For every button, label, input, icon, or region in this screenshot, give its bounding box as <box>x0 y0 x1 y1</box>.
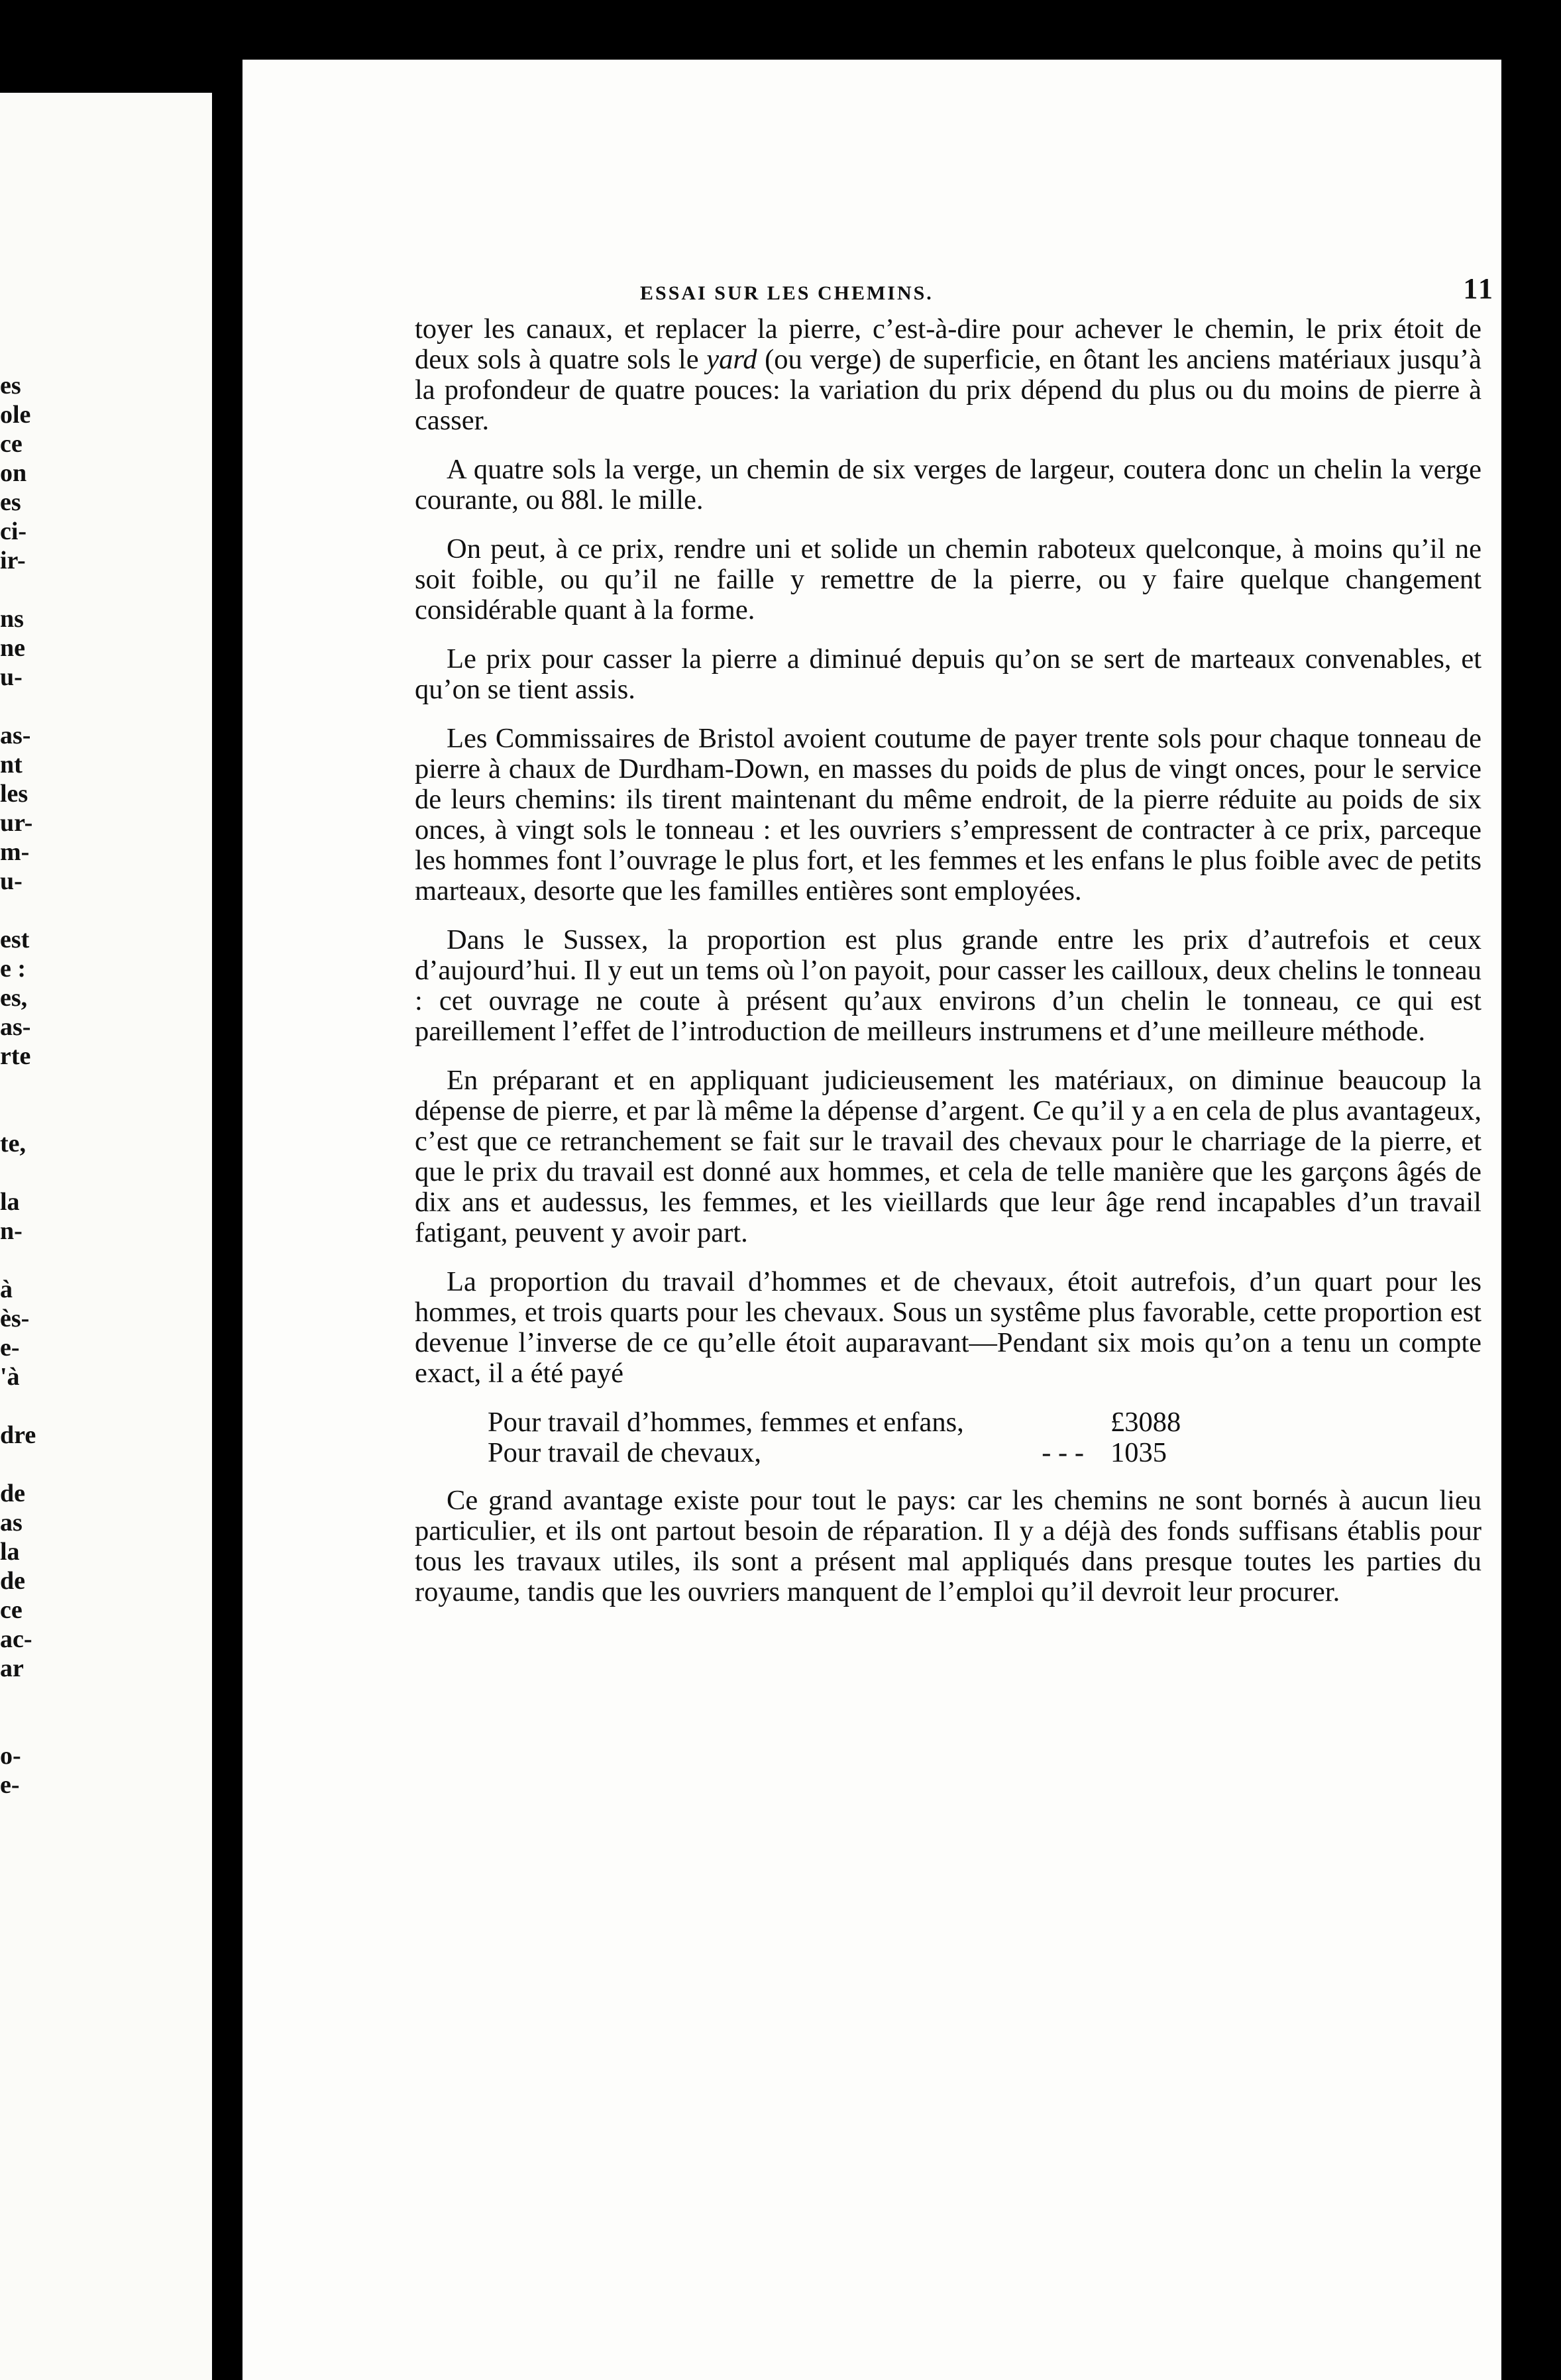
left-page-fragment: e- <box>0 1334 20 1362</box>
left-page-fragment <box>0 575 40 604</box>
left-page-fragment: dre <box>0 1421 36 1449</box>
left-page-fragment <box>0 692 40 721</box>
paragraph-5: Les Commissaires de Bristol avoient coutume de payer trente sols pour chaque tonneau de pierre à chaux de Durdham-Down, en masses du poids de plus de vingt onces, pour le service de leurs chemins: ils tirent maintenant du même endroit, de la pierre réduite au poids de six onces, à vingt sols le tonneau : et les ouvriers s’empressent de contracter à ce prix, parceque les hommes font l’ouvrage le plus fort, et les femmes et les enfans le plus foible avec de petits marteaux, desorte que les familles entières sont employées. <box>415 723 1481 906</box>
page-header <box>640 272 1495 311</box>
left-page-fragment <box>0 1246 40 1275</box>
left-page-fragment <box>0 1071 40 1100</box>
left-page-edge <box>0 93 212 2380</box>
body-text <box>415 314 1481 1626</box>
left-page-fragment: est <box>0 926 30 953</box>
left-page-fragment: ce <box>0 1596 23 1624</box>
paragraph-4: Le prix pour casser la pierre a diminué depuis qu’on se sert de marteaux convenables, et qu’on se tient assis. <box>415 643 1481 705</box>
left-page-fragment: es <box>0 372 21 400</box>
left-page-fragments <box>0 371 40 1800</box>
left-page-fragment: as- <box>0 722 31 749</box>
left-page-fragment: on <box>0 459 27 487</box>
account-dashes: - - - <box>1042 1437 1084 1468</box>
left-page-fragment: rte <box>0 1042 31 1070</box>
left-page-fragment: nt <box>0 751 23 779</box>
left-page-fragment: ac- <box>0 1625 32 1653</box>
left-page-fragment: de <box>0 1567 25 1595</box>
left-page-fragment <box>0 1100 40 1129</box>
left-page-fragment: o- <box>0 1742 21 1770</box>
left-page-fragment: as <box>0 1509 23 1537</box>
page-number: 11 <box>1463 272 1495 305</box>
left-page-fragment: ce <box>0 430 23 458</box>
paragraph-3: On peut, à ce prix, rendre uni et solide un chemin raboteux quelconque, à moins qu’il ne soit foible, ou qu’il ne faille y remettre de la pierre, ou y faire quelque changement considérable quant à la forme. <box>415 533 1481 625</box>
left-page-fragment: ole <box>0 401 31 429</box>
paragraph-9: Ce grand avantage existe pour tout le pays: car les chemins ne sont bornés à aucun lieu particulier, et ils ont partout besoin de réparation. Il y a déjà des fonds suffisans établis pour tous les travaux utiles, ils sont a présent mal appliqués dans presque toutes les parties du royaume, tandis que les ouvriers manquent de l’emploi qu’il devroit leur procurer. <box>415 1485 1481 1607</box>
left-page-fragment: ès- <box>0 1305 30 1332</box>
paragraph-1-part-1: toyer les canaux, et replacer la pierre, c’est-à-dire pour achever le chemin, le prix étoit de deux sols à quatre sols le <box>415 313 1481 375</box>
left-page-fragment: te, <box>0 1130 27 1158</box>
left-page-fragment: la <box>0 1188 20 1216</box>
left-page-fragment: n- <box>0 1217 23 1245</box>
account-label: Pour travail de chevaux, <box>488 1437 762 1468</box>
left-page-fragment: u- <box>0 663 23 691</box>
left-page-fragment: m- <box>0 838 30 866</box>
left-page-fragment <box>0 1450 40 1479</box>
left-page-fragment: e : <box>0 955 27 983</box>
left-page-fragment: ns <box>0 605 24 633</box>
account-dashes <box>964 1407 1110 1438</box>
paragraph-7: En préparant et en appliquant judicieusement les matériaux, on diminue beaucoup la dépense de pierre, et par là même la dépense d’argent. Ce qu’il y a en cela de plus avantageux, c’est que ce retranchement se fait sur le travail des chevaux pour le charriage de la pierre, et que le prix du travail est donné aux hommes, et cela de telle manière que les garçons âgés de dix ans et audessus, les femmes, et les vieillards que leur âge rend incapables d’un travail fatigant, peuvent y avoir part. <box>415 1065 1481 1248</box>
left-page-fragment: les <box>0 780 28 808</box>
left-page-fragment: la <box>0 1538 20 1566</box>
left-page-fragment: es <box>0 488 21 516</box>
left-page-fragment: ur- <box>0 809 33 837</box>
account-amount: 1035 <box>1110 1437 1167 1468</box>
paragraph-1 <box>415 314 1481 436</box>
account-amount: £3088 <box>1110 1407 1181 1438</box>
left-page-fragment: de <box>0 1480 25 1507</box>
left-page-fragment: 'à <box>0 1363 20 1391</box>
left-page-fragment: ar <box>0 1654 24 1682</box>
left-page-fragment: u- <box>0 867 23 895</box>
running-title: ESSAI SUR LES CHEMINS. <box>640 282 934 304</box>
left-page-fragment <box>0 1712 40 1741</box>
paragraph-8: La proportion du travail d’hommes et de chevaux, étoit autrefois, d’un quart pour les hommes, et trois quarts pour les chevaux. Sous un systême plus favorable, cette proportion est devenue l’inverse de ce qu’elle étoit auparavant—Pendant six mois qu’on a tenu un compte exact, il a été payé <box>415 1266 1481 1389</box>
left-page-fragment <box>0 1391 40 1421</box>
account-row <box>488 1438 1210 1468</box>
account-row <box>488 1407 1210 1438</box>
left-page-fragment: e- <box>0 1771 20 1799</box>
left-page-fragment: as- <box>0 1013 31 1041</box>
left-page-fragment <box>0 1683 40 1712</box>
right-page <box>242 60 1501 2380</box>
paragraph-6: Dans le Sussex, la proportion est plus grande entre les prix d’autrefois et ceux d’aujourd’hui. Il y eut un tems où l’on payoit, pour casser les cailloux, deux chelins le tonneau : cet ouvrage ne coute à présent qu’aux environs d’un chelin le tonneau, ce qui est pareillement l’effet de l’introduction de meilleurs instrumens et d’une meilleure méthode. <box>415 924 1481 1047</box>
left-page-fragment <box>0 896 40 925</box>
accounts-table <box>488 1407 1210 1468</box>
left-page-fragment: ci- <box>0 517 27 545</box>
book-gutter <box>212 0 245 2380</box>
left-page-fragment: es, <box>0 984 28 1012</box>
paragraph-1-part-2: (ou verge) de superficie, en ôtant les anciens matériaux jusqu’à la profondeur de quatre pouces: la variation du prix dépend du plus ou du moins de pierre à casser. <box>415 344 1481 436</box>
left-page-fragment: ne <box>0 634 25 662</box>
yard-term: yard <box>706 344 757 375</box>
account-label: Pour travail d’hommes, femmes et enfans, <box>488 1407 964 1438</box>
left-page-fragment <box>0 1158 40 1187</box>
left-page-fragment: ir- <box>0 547 26 574</box>
paragraph-2: A quatre sols la verge, un chemin de six verges de largeur, coutera donc un chelin la verge courante, ou 88l. le mille. <box>415 454 1481 515</box>
left-page-fragment: à <box>0 1275 13 1303</box>
